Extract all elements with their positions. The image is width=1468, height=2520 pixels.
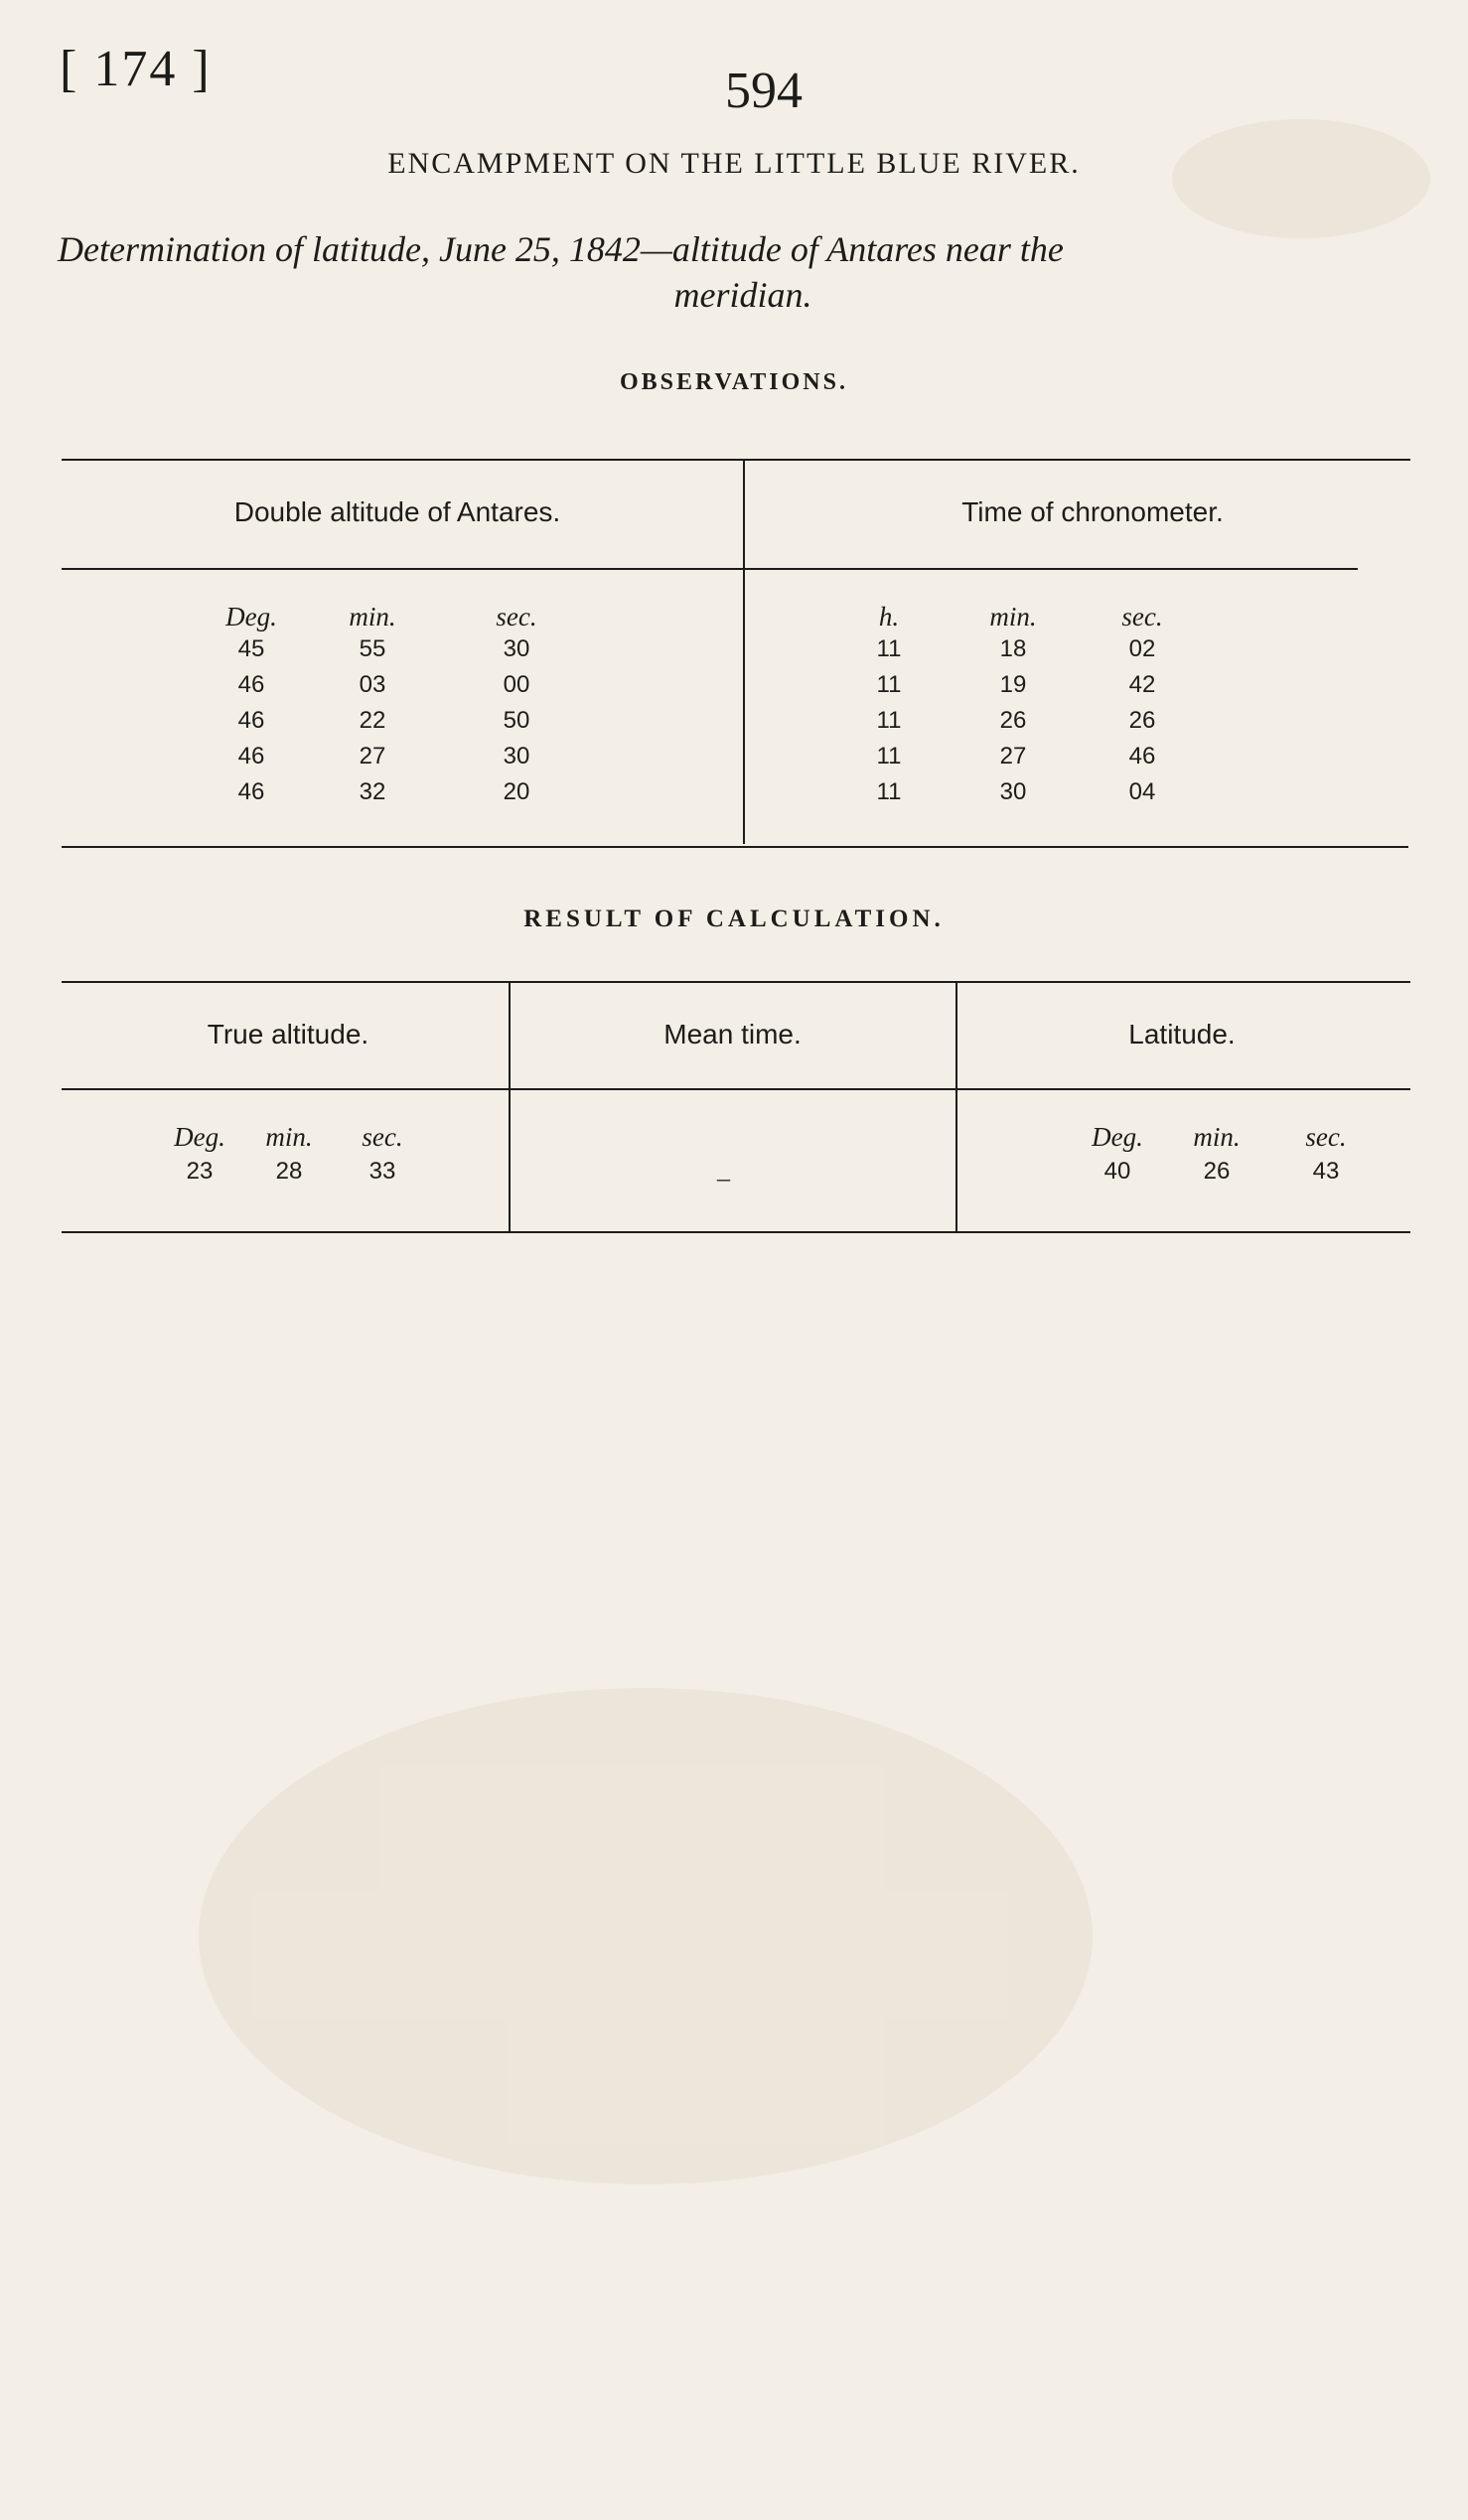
cell-tsec: 26 <box>1128 707 1156 734</box>
cell-tmin: 27 <box>999 743 1027 770</box>
cell-tsec: 02 <box>1128 635 1156 662</box>
unit-min: min. <box>265 1122 313 1152</box>
column-divider <box>955 981 957 1231</box>
bracket-page-number: [ 174 ] <box>60 41 212 97</box>
page-heading: ENCAMPMENT ON THE LITTLE BLUE RIVER. <box>387 147 1081 180</box>
cell-h: 11 <box>876 743 902 770</box>
table-rule <box>62 846 1408 848</box>
cell-h: 11 <box>876 671 902 698</box>
latitude-min: 26 <box>1203 1158 1231 1185</box>
cell-sec: 30 <box>503 635 530 662</box>
unit-min: min. <box>989 602 1037 631</box>
column-divider <box>743 459 745 844</box>
unit-min: min. <box>1193 1122 1241 1152</box>
cell-sec: 20 <box>503 778 530 805</box>
column-divider <box>509 981 511 1231</box>
cell-deg: 45 <box>237 635 265 662</box>
cell-tsec: 46 <box>1128 743 1156 770</box>
table-rule <box>62 981 1410 983</box>
unit-deg: Deg. <box>1092 1122 1143 1152</box>
unit-deg: Deg. <box>225 602 277 631</box>
observations-title: OBSERVATIONS. <box>619 369 848 395</box>
unit-deg: Deg. <box>174 1122 225 1152</box>
true-altitude-min: 28 <box>275 1158 303 1185</box>
unit-sec: sec. <box>362 1122 403 1152</box>
cell-deg: 46 <box>237 671 265 698</box>
cell-min: 32 <box>359 778 386 805</box>
table-rule <box>62 1088 1410 1090</box>
paper-stain <box>199 1688 1093 2184</box>
col-header-chronometer: Time of chronometer. <box>961 496 1224 527</box>
subtitle-line-1: Determination of latitude, June 25, 1842—altitude of Antares near the <box>58 229 1064 269</box>
page-number: 594 <box>725 63 803 119</box>
table-rule <box>62 459 1410 461</box>
table-rule <box>62 1231 1410 1233</box>
true-altitude-sec: 33 <box>368 1158 396 1185</box>
cell-h: 11 <box>876 707 902 734</box>
cell-min: 22 <box>359 707 386 734</box>
cell-min: 03 <box>359 671 386 698</box>
cell-tsec: 04 <box>1128 778 1156 805</box>
cell-h: 11 <box>876 778 902 805</box>
cell-sec: 30 <box>503 743 530 770</box>
unit-sec: sec. <box>1305 1122 1347 1152</box>
col-header-latitude: Latitude. <box>1128 1019 1236 1050</box>
cell-min: 27 <box>359 743 386 770</box>
cell-h: 11 <box>876 635 902 662</box>
unit-min: min. <box>349 602 396 631</box>
latitude-sec: 43 <box>1312 1158 1340 1185</box>
col-header-true-altitude: True altitude. <box>207 1019 369 1050</box>
table-rule <box>62 568 1358 570</box>
cell-sec: 00 <box>503 671 530 698</box>
cell-tmin: 30 <box>999 778 1027 805</box>
latitude-deg: 40 <box>1103 1158 1131 1185</box>
col-header-mean-time: Mean time. <box>663 1019 802 1050</box>
cell-tmin: 18 <box>999 635 1027 662</box>
cell-sec: 50 <box>503 707 530 734</box>
subtitle <box>58 226 1428 318</box>
subtitle-line-2: meridian. <box>673 275 812 315</box>
unit-h: h. <box>878 602 900 631</box>
result-title: RESULT OF CALCULATION. <box>523 906 945 932</box>
col-header-double-altitude: Double altitude of Antares. <box>233 496 561 527</box>
unit-sec: sec. <box>1121 602 1163 631</box>
cell-deg: 46 <box>237 743 265 770</box>
mean-time-value: – <box>717 1164 730 1192</box>
cell-tmin: 19 <box>999 671 1027 698</box>
cell-deg: 46 <box>237 778 265 805</box>
cell-tsec: 42 <box>1128 671 1156 698</box>
cell-tmin: 26 <box>999 707 1027 734</box>
cell-deg: 46 <box>237 707 265 734</box>
cell-min: 55 <box>359 635 386 662</box>
unit-sec: sec. <box>496 602 537 631</box>
true-altitude-deg: 23 <box>186 1158 214 1185</box>
